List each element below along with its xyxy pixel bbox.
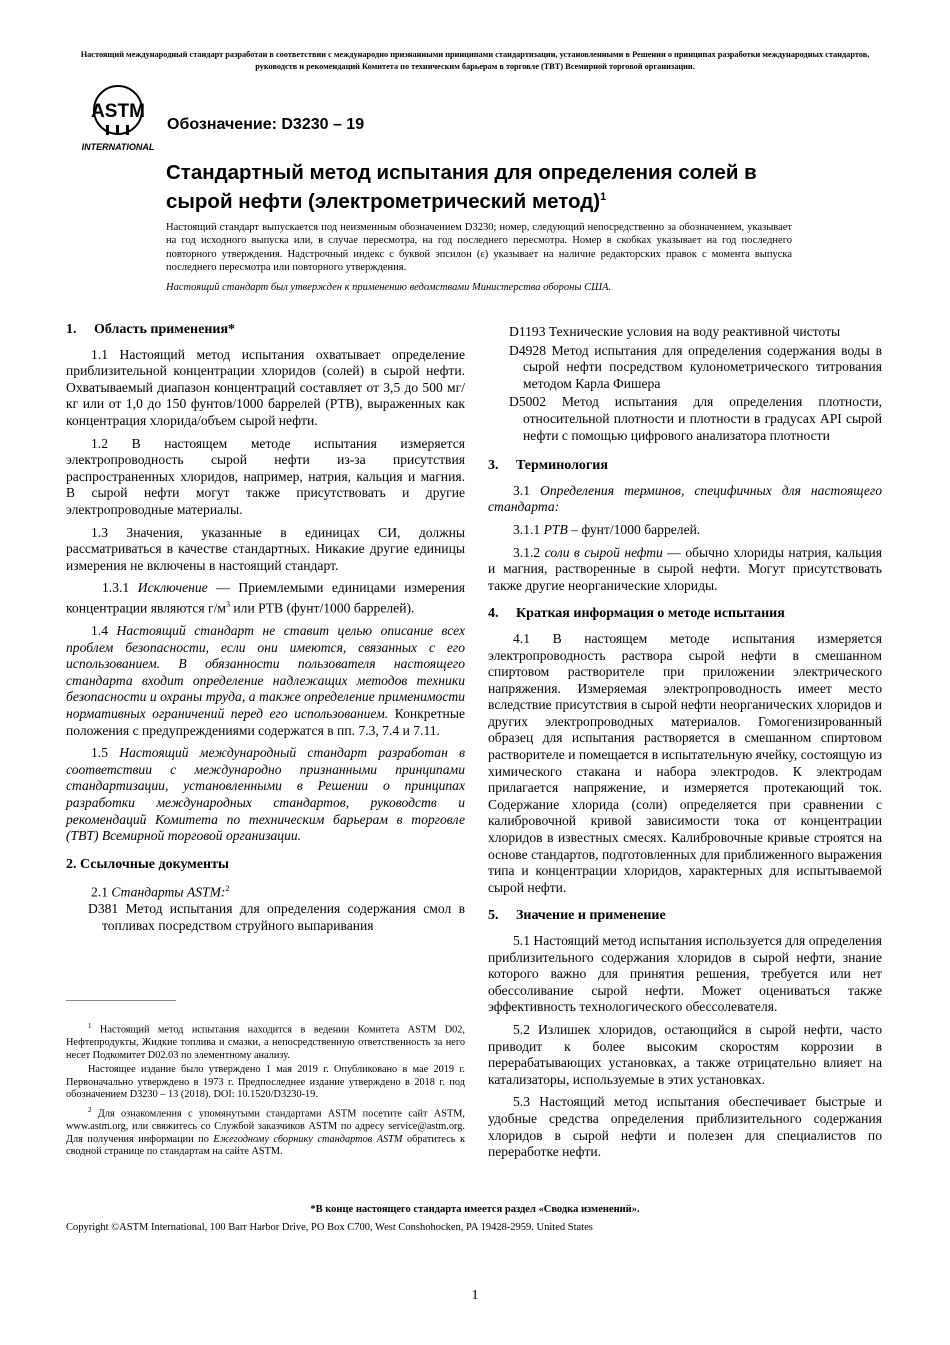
reference-d381: D381 Метод испытания для определения содержания смол в топливах посредством струйного выпаривания — [88, 901, 465, 934]
logo-text: INTERNATIONAL — [81, 142, 155, 152]
footnote-1: $^1$ Настоящий метод испытания находится в ведении Комитета ASTM D02, Нефтепродукты, Жидкие топлива и смазки, а непосредственную ответственность за него несет Подкомитет D02.03 по элементному анализу. — [66, 1022, 465, 1061]
footnote-2: $^2$ Для ознакомления с упомянутыми стандартами ASTM посетите сайт ASTM, www.astm.org, или свяжитесь со Службой заказчиков ASTM по адресу service@astm.org. Для получения информации по Ежегодному сборнику стандартов ASTM обратитесь к сводной странице по стандартам на сайте ASTM. — [66, 1105, 465, 1158]
para-1-3: 1.3 Значения, указанные в единицах СИ, должны рассматриваться в качестве стандартных. Никакие другие единицы измерения не включены в настоящий стандарт. — [66, 524, 465, 573]
para-4-1: 4.1 В настоящем методе испытания измеряется электропроводность раствора сырой нефти в смешанном спиртовом растворителе при приложении электрического напряжения. Измеряемая электропроводность имеет место вследствие присутствия в сырой нефти неорганических хлоридов и других электропроводных материалов. Гомогенизированный образец для испытания растворяется в смешанном спиртовом растворителе и помещается в испытательную ячейку, состоящую из химического стакана и набора электродов. К электродам прилагается напряжение, и измеряется протекающий ток. Содержание хлорида (соли) определяется при сравнении с калибровочной кривой зависимости тока от концентрации хлоридов в известных смесях. Калибровочные кривые строятся на основе стандартов, подготовленных для приближенного выражения типа и концентрации хлоридов, характерных для испытываемой сырой нефти. — [488, 630, 882, 895]
section-2-heading: 2. Ссылочные документы — [66, 856, 229, 872]
dod-approval-note: Настоящий стандарт был утвержден к применению ведомствами Министерства обороны США. — [166, 282, 612, 293]
standard-designation: Обозначение: D3230 – 19 — [167, 116, 365, 133]
reference-d4928: D4928 Метод испытания для определения содержания воды в сырой нефти посредством кулонометрического титрования методом Карла Фишера — [509, 342, 882, 391]
para-1-4: 1.4 Настоящий стандарт не ставит целью описание всех проблем безопасности, если они имеются, связанных с его использованием. В обязанности пользователя настоящего стандарта входит определение надлежащих методов техники безопасности и охраны труда, а также определение применимости нормативных ограничений перед его использованием. Конкретные положения с предупреждениями содержатся в пп. 7.3, 7.4 и 7.11. — [66, 623, 465, 738]
reference-d1193: D1193 Технические условия на воду реактивной чистоты — [509, 324, 841, 339]
title-footnote-marker: 1 — [600, 191, 607, 203]
document-title: Стандартный метод испытания для определения солей в сырой нефти (электрометрический метод)$^1$ — [166, 161, 757, 213]
footnote-1-edition: Настоящее издание было утверждено 1 мая 2019 г. Опубликовано в мае 2019 г. Первоначально утверждено в 1973 г. Предпоследнее издание утверждено в 2018 г. под обозначением D3230 – 13 (2018). DOI: 10.1520/D3230-19. — [66, 1064, 465, 1101]
para-3-1-1: 3.1.1 PTB – фунт/1000 баррелей. — [513, 521, 701, 537]
footnotes — [66, 1020, 465, 1161]
right-column — [488, 324, 882, 1167]
copyright-line: Copyright ©ASTM International, 100 Barr Harbor Drive, PO Box C700, West Conshohocken, PA 19428-2959. United States — [66, 1222, 593, 1233]
footnote-separator — [66, 1000, 176, 1001]
section-4-heading: 4. Краткая информация о методе испытания — [488, 606, 785, 622]
para-3-1: 3.1 Определения терминов, специфичных для настоящего стандарта: — [488, 482, 882, 515]
para-5-1: 5.1 Настоящий метод испытания используется для определения приблизительного содержания хлоридов в сырой нефти, знание которого важно для принятия решения, требуется или нет обессоливание сырой нефти. Может оцениваться также эффективность технологического обессолевателя. — [488, 933, 882, 1015]
summary-of-changes-note: *В конце настоящего стандарта имеется раздел «Сводка изменений». — [310, 1204, 640, 1215]
section-5-heading: 5. Значение и применение — [488, 908, 666, 924]
para-1-1: 1.1 Настоящий метод испытания охватывает определение приблизительной концентрации хлоридов (солей) в сырой нефти. Охватываемый диапазон концентраций составляет от 3,5 до 500 мг/кг или от 1,0 до 150 фунтов/1000 баррелей (PTB), выраженных как концентрация хлорида/объем сырой нефти. — [66, 346, 465, 428]
para-1-2: 1.2 В настоящем методе испытания измеряется электропроводность сырой нефти из-за присутствия распространенных хлоридов, например, натрия, кальция и магния. В сырой нефти могут также присутствовать и другие электропроводные материалы. — [66, 435, 465, 517]
page-number: 1 — [471, 1288, 479, 1303]
reference-d5002: D5002 Метод испытания для определения плотности, относительной плотности и плотности в градусах API сырой нефти с помощью цифрового анализатора плотности — [509, 394, 882, 443]
para-5-3: 5.3 Настоящий метод испытания обеспечивает быстрые и удобные средства определения приблизительного содержания хлоридов в сырой нефти и полезен для специалистов по переработке нефти. — [488, 1094, 882, 1160]
issuance-note: Настоящий стандарт выпускается под неизменным обозначением D3230; номер, следующий непосредственно за обозначением, указывает на год исходного выпуска или, в случае пересмотра, на год последнего пересмотра. Номер в скобках указывает на год последнего повторного утверждения. Надстрочный индекс с буквой эпсилон (ε) указывает на наличие редакторских правок с момента выпуска последнего пересмотра или повторного утверждения. — [166, 222, 792, 274]
para-5-2: 5.2 Излишек хлоридов, остающийся в сырой нефти, часто приводит к более высоким скоростям коррозии в перерабатывающих установках, а также отрицательно влияет на катализаторы, используемые в этих установках. — [488, 1021, 882, 1087]
section-3-heading: 3. Терминология — [488, 458, 608, 474]
international-standard-notice: Настоящий международный стандарт разработан в соответствии с международно признанными принципами стандартизации, установленными в Решении о принципах разработки международных стандартов, руководств и рекомендаций Комитета по техническим барьерам в торговле (TBT) Всемирной торговой организации. — [80, 50, 870, 71]
svg-text:ASTM: ASTM — [91, 101, 145, 122]
para-1-5: 1.5 Настоящий международный стандарт разработан в соответствии с международно признанными принципами стандартизации, установленными в Решении о принципах разработки международных стандартов, руководств и рекомендаций Комитета по техническим барьерам в торговле (TBT) Всемирной торговой организации. — [66, 745, 465, 844]
para-2-1: 2.1 Стандарты ASTM:$^2$ — [91, 884, 230, 900]
para-1-3-1: 1.3.1 Исключение — Приемлемыми единицами измерения концентрации являются $г/м^3$ или PTB (фунт/1000 баррелей). — [66, 580, 465, 616]
section-1-heading: 1. Область применения* — [66, 322, 236, 337]
astm-logo-icon — [76, 84, 160, 156]
left-column — [66, 322, 465, 935]
astm-logo — [76, 84, 160, 156]
para-3-1-2: 3.1.2 соли в сырой нефти — обычно хлориды натрия, кальция и магния, растворенные в сырой нефти. Могут присутствовать также другие неорганические хлориды. — [488, 544, 882, 593]
